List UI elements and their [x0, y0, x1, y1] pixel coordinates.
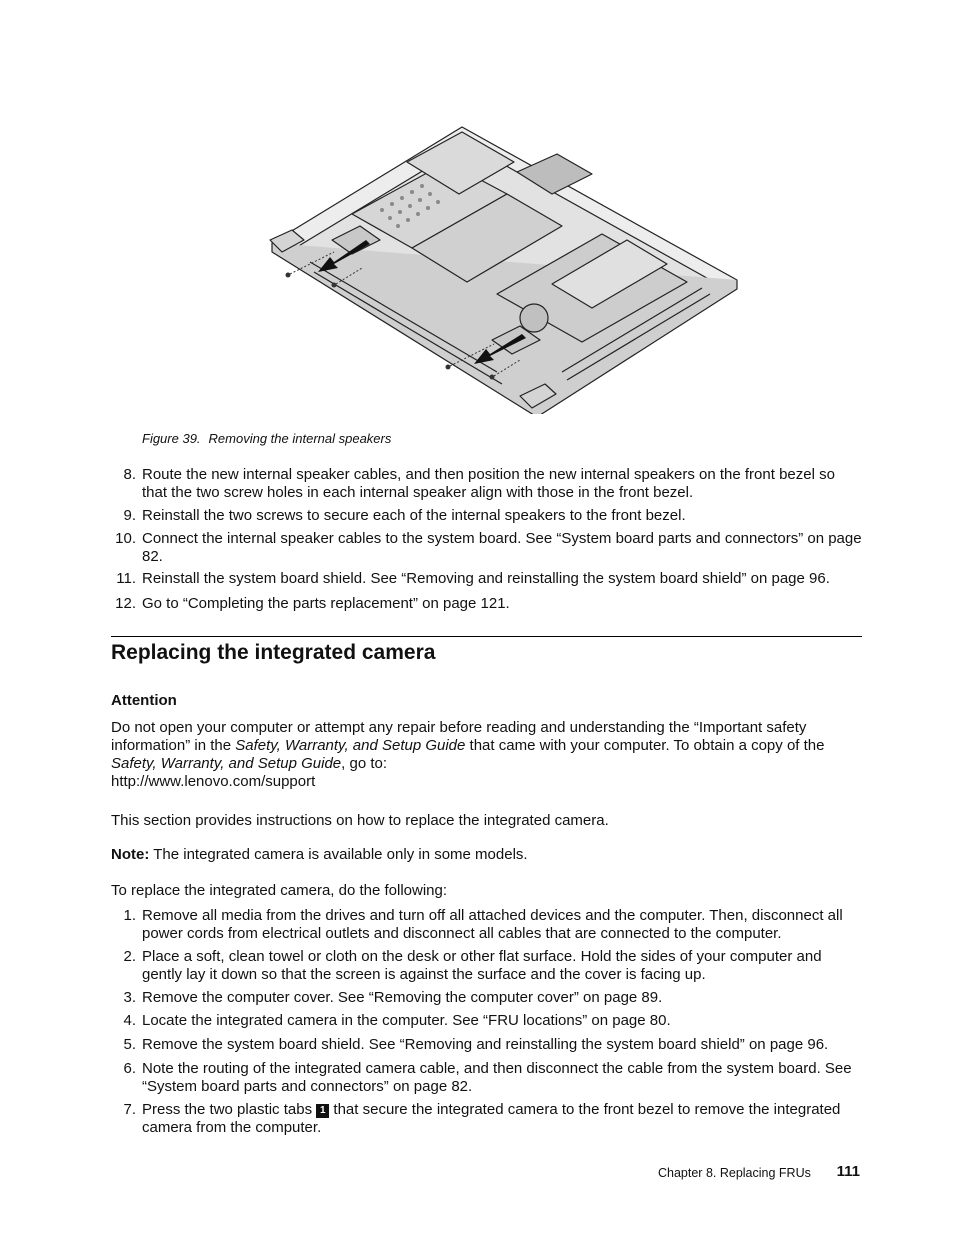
attention-text: , go to: — [341, 755, 388, 772]
note-paragraph — [111, 846, 863, 864]
step-text: Remove all media from the drives and turn off all attached devices and the computer. Then, disconnect all power cords from electrical outlets and disconnect all cables that are connected to the computer. — [142, 907, 843, 942]
footer-chapter: Chapter 8. Replacing FRUs — [658, 1166, 811, 1180]
step-text — [142, 1101, 863, 1136]
attention-heading: Attention — [111, 692, 177, 709]
step-text: Locate the integrated camera in the computer. See “FRU locations” on page 80. — [142, 1012, 671, 1029]
step-number: 3. — [123, 989, 136, 1006]
step-number: 4. — [123, 1012, 136, 1029]
attention-text: Do not open your computer or attempt any repair before reading and understanding the “Important safety information” in the — [111, 719, 807, 754]
step-text: Route the new internal speaker cables, and then position the new internal speakers on the front bezel so that the two screw holes in each internal speaker align with those in the front bezel. — [142, 466, 835, 501]
support-url[interactable]: http://www.lenovo.com/support — [111, 773, 316, 790]
step-text-part: that secure the integrated camera to the front bezel to remove the integrated camera from the computer. — [142, 1101, 841, 1136]
section-divider — [111, 636, 862, 637]
note-text: The integrated camera is available only in some models. — [149, 846, 528, 863]
guide-title: Safety, Warranty, and Setup Guide — [235, 737, 466, 754]
step-number: 12. — [115, 595, 136, 612]
chassis-line-drawing — [262, 122, 742, 414]
figure-caption — [142, 431, 391, 446]
intro-paragraph: This section provides instructions on how to replace the integrated camera. — [111, 812, 609, 829]
step-text: Remove the system board shield. See “Removing and reinstalling the system board shield” on page 96. — [142, 1036, 829, 1053]
step-text: Place a soft, clean towel or cloth on the desk or other flat surface. Hold the sides of your computer and gently lay it down so that the screen is against the surface and the cover is facing up. — [142, 948, 822, 983]
step-number: 9. — [123, 507, 136, 524]
figure-title: Removing the internal speakers — [208, 431, 392, 446]
step-text: Go to “Completing the parts replacement” on page 121. — [142, 595, 510, 612]
attention-text: that came with your computer. To obtain a copy of the — [465, 737, 825, 754]
step-text: Reinstall the system board shield. See “Removing and reinstalling the system board shield” on page 96. — [142, 570, 830, 587]
step-number: 5. — [123, 1036, 136, 1053]
callout-badge: 1 — [316, 1104, 329, 1118]
step-text-part: Press the two plastic tabs — [142, 1101, 317, 1118]
step-number: 2. — [123, 948, 136, 965]
page-number: 111 — [836, 1163, 860, 1180]
step-text: Connect the internal speaker cables to the system board. See “System board parts and connectors” on page 82. — [142, 530, 862, 565]
step-number: 7. — [123, 1101, 136, 1118]
step-text: Note the routing of the integrated camera cable, and then disconnect the cable from the system board. See “System board parts and connectors” on page 82. — [142, 1060, 852, 1095]
attention-paragraph — [111, 719, 863, 791]
step-number: 11. — [116, 570, 136, 587]
procedure-lead: To replace the integrated camera, do the following: — [111, 882, 448, 899]
step-text: Reinstall the two screws to secure each of the internal speakers to the front bezel. — [142, 507, 686, 524]
section-heading: Replacing the integrated camera — [111, 641, 436, 664]
step-text: Remove the computer cover. See “Removing the computer cover” on page 89. — [142, 989, 663, 1006]
step-number: 1. — [123, 907, 136, 924]
speaker-removal-figure — [262, 122, 742, 414]
step-number: 8. — [123, 466, 136, 483]
figure-number: Figure 39. — [142, 431, 201, 446]
note-label: Note: — [111, 846, 150, 863]
step-number: 6. — [123, 1060, 136, 1077]
step-number: 10. — [115, 530, 136, 547]
guide-title: Safety, Warranty, and Setup Guide — [111, 755, 342, 772]
